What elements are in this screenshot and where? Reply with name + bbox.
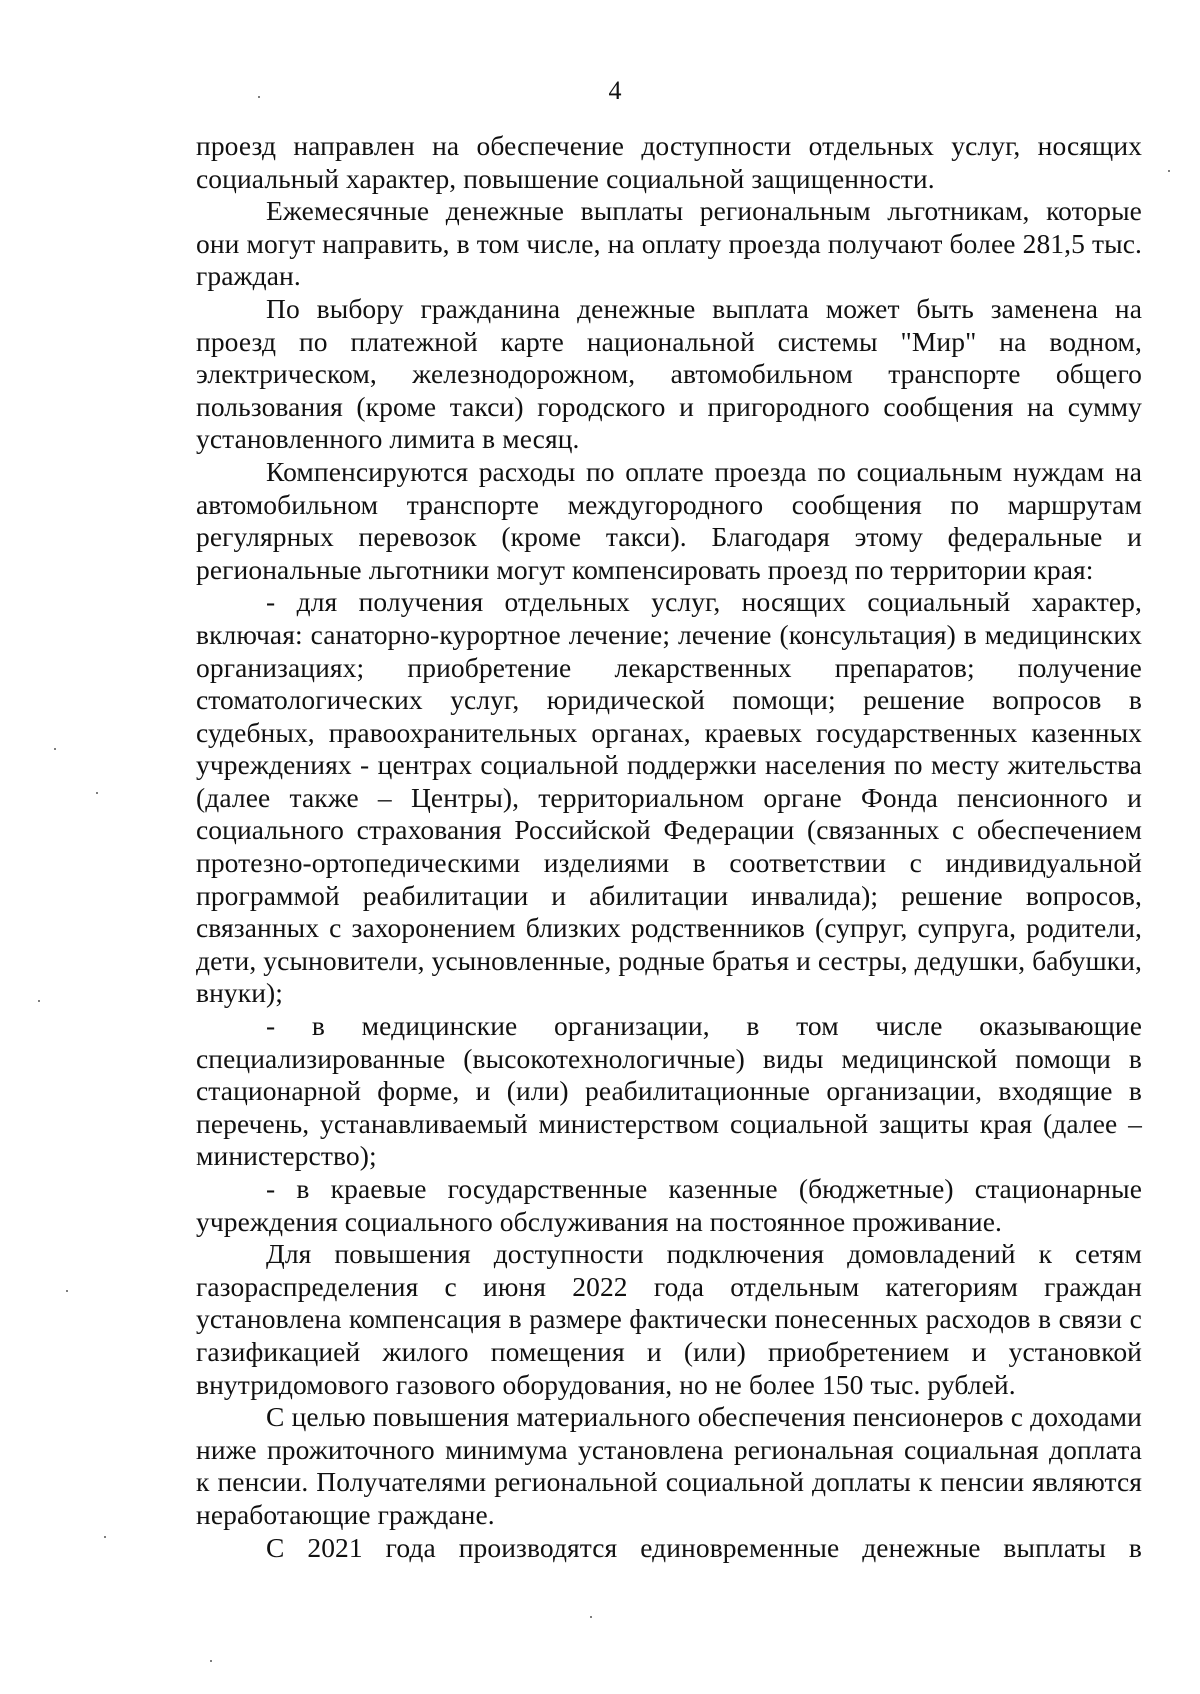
scan-speck: [210, 1660, 212, 1662]
paragraph-2: Ежемесячные денежные выплаты региональным льготникам, которые они могут направить, в том числе, на оплату проезда получают более 281,5 тыс. граждан.: [196, 195, 1142, 292]
paragraph-9: С целью повышения материального обеспечения пенсионеров с доходами ниже прожиточного минимума установлена региональная социальная доплата к пенсии. Получателями региональной социальной доплаты к пенсии являются неработающие граждане.: [196, 1401, 1142, 1530]
document-body: [196, 130, 1142, 1564]
paragraph-6: - в медицинские организации, в том числе оказывающие специализированные (высокотехнологичные) виды медицинской помощи в стационарной форме, и (или) реабилитационные организации, входящие в перечень, устанавливаемый министерством социальной защиты края (далее – министерство);: [196, 1010, 1142, 1172]
paragraph-8: Для повышения доступности подключения домовладений к сетям газораспределения с июня 2022 года отдельным категориям граждан установлена компенсация в размере фактически понесенных расходов в связи с газификацией жилого помещения и (или) приобретением и установкой внутридомового газового оборудования, но не более 150 тыс. рублей.: [196, 1238, 1142, 1400]
paragraph-3: По выбору гражданина денежные выплата может быть заменена на проезд по платежной карте национальной системы "Мир" на водном, электрическом, железнодорожном, автомобильном транспорте общего пользования (кроме такси) городского и пригородного сообщения на сумму установленного лимита в месяц.: [196, 292, 1142, 455]
paragraph-1: проезд направлен на обеспечение доступности отдельных услуг, носящих социальный характер, повышение социальной защищенности.: [196, 130, 1142, 194]
paragraph-4: Компенсируются расходы по оплате проезда по социальным нуждам на автомобильном транспорте междугородного сообщения по маршрутам регулярных перевозок (кроме такси). Благодаря этому федеральные и региональные льготники могут компенсировать проезд по территории края:: [196, 455, 1142, 585]
scan-speck: [590, 1616, 592, 1618]
scan-speck: [96, 792, 98, 794]
paragraph-7: - в краевые государственные казенные (бюджетные) стационарные учреждения социального обслуживания на постоянное проживание.: [196, 1173, 1142, 1237]
scan-speck: [54, 748, 56, 750]
scan-speck: [258, 96, 260, 98]
paragraph-10: С 2021 года производятся единовременные денежные выплаты в: [266, 1531, 1142, 1563]
paragraph-5: - для получения отдельных услуг, носящих социальный характер, включая: санаторно-курортное лечение; лечение (консультация) в медицинских организациях; приобретение лекарственных препаратов; получение стоматологических услуг, юридической помощи; решение вопросов в судебных, правоохранительных органах, краевых государственных казенных учреждениях - центрах социальной поддержки населения по месту жительства (далее также – Центры), территориальном органе Фонда пенсионного и социального страхования Российской Федерации (связанных с обеспечением протезно-ортопедическими изделиями в соответствии с индивидуальной программой реабилитации и абилитации инвалида); решение вопросов, связанных с захоронением близких родственников (супруг, супруга, родители, дети, усыновители, усыновленные, родные братья и сестры, дедушки, бабушки, внуки);: [196, 586, 1142, 1009]
scan-speck: [66, 1290, 68, 1292]
scan-speck: [1168, 170, 1170, 172]
page-number: 4: [608, 76, 622, 105]
scan-speck: [38, 1000, 40, 1002]
scan-speck: [104, 1536, 106, 1538]
